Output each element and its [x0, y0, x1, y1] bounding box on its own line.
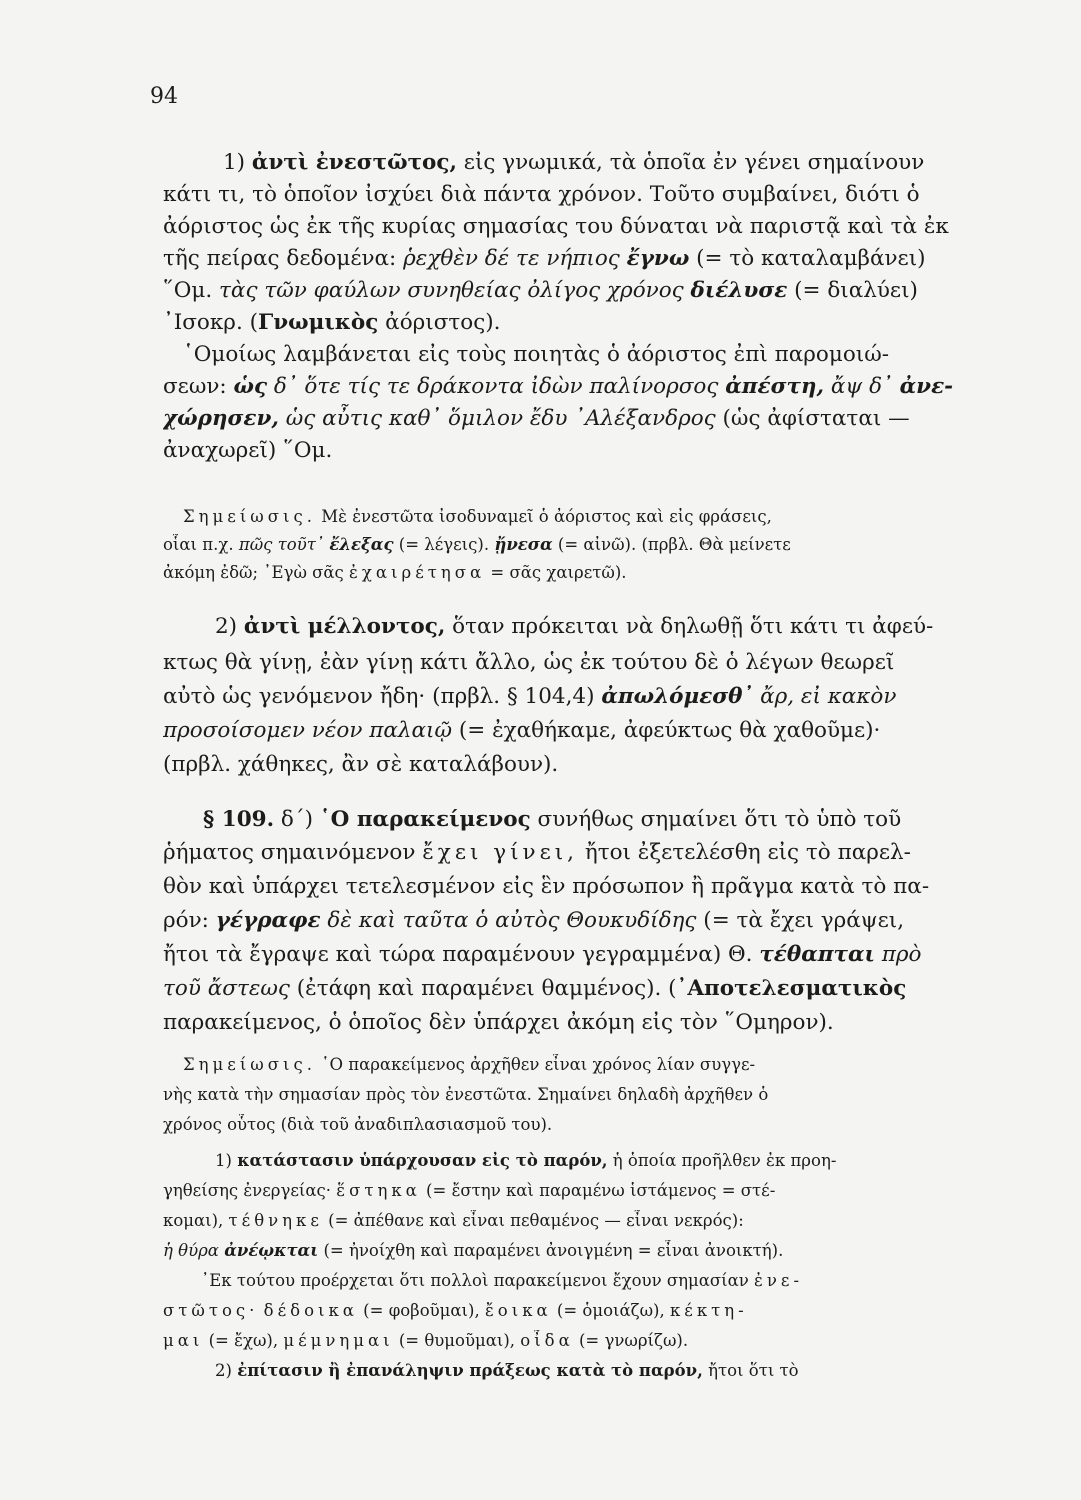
text-line — [163, 276, 989, 306]
text-segment: (= ὁμοιάζω), — [551, 1301, 670, 1320]
text-segment: 1) — [215, 1151, 238, 1170]
text-line — [163, 340, 1009, 370]
text-line — [163, 906, 989, 936]
text-segment: (= γνωρίζω). — [573, 1331, 689, 1350]
text-segment: τῆς πείρας δεδομένα: — [163, 246, 404, 271]
text-line — [163, 534, 989, 556]
text-segment: χρόνος οὗτος (διὰ τοῦ ἀναδιπλασιασμοῦ του). — [163, 1115, 553, 1134]
text-line — [163, 612, 1041, 642]
text-segment: δὲ καὶ ταῦτα ὁ αὐτὸς Θουκυδίδης — [320, 908, 697, 933]
text-segment: εἰς γνωμικά, τὰ ὁποῖα ἐν γένει σημαίνουν — [456, 150, 925, 175]
text-segment: ἔγνω — [626, 246, 690, 271]
text-line — [163, 682, 989, 712]
text-line — [163, 716, 989, 746]
text-line — [163, 1300, 989, 1322]
text-segment: Σημείωσις. — [183, 1055, 316, 1074]
text-segment: ῞Ομ. — [163, 278, 220, 303]
text-segment: τέθνηκε — [228, 1211, 323, 1230]
text-segment: ἀντὶ μέλλοντος, — [243, 614, 446, 639]
text-line — [163, 562, 989, 584]
text-segment: ὅταν πρόκειται νὰ δηλωθῇ ὅτι κάτι τι ἀφεύ- — [445, 614, 934, 639]
text-line — [163, 974, 989, 1004]
text-line — [163, 180, 989, 210]
page-number: 94 — [150, 84, 178, 109]
text-segment: πρὸ — [874, 942, 922, 967]
text-segment: ᾿Αποτελεσματικὸς — [676, 976, 907, 1001]
text-segment: κάτι τι, τὸ ὁποῖον ἰσχύει διὰ πάντα χρόνον. Τοῦτο συμβαίνει, διότι ὁ — [163, 182, 920, 207]
text-line — [163, 244, 989, 274]
text-segment: ἄρ, εἰ κακὸν — [753, 684, 897, 709]
text-segment: (= τὸ καταλαμβάνει) — [689, 246, 926, 271]
text-segment: ἔχει γίνει, — [422, 840, 578, 865]
text-segment: Σημείωσις. — [183, 507, 316, 526]
text-segment: ἀντὶ ἐνεστῶτος, — [251, 150, 457, 175]
text-segment: ᾿Εκ τούτου προέρχεται ὅτι πολλοὶ παρακείμενοι ἔχουν σημασίαν — [201, 1271, 755, 1290]
text-segment: μαι — [163, 1331, 204, 1350]
text-segment: (= φοβοῦμαι), — [357, 1301, 485, 1320]
text-segment: ἡ θύρα — [163, 1241, 225, 1260]
text-segment: ῾Ομοίως λαμβάνεται εἰς τοὺς ποιητὰς ὁ ἀόριστος ἐπὶ παρομοιώ- — [183, 342, 889, 367]
text-segment: ῾Ο παρακείμενος ἀρχῆθεν εἶναι χρόνος λίαν συγγε- — [315, 1055, 756, 1074]
text-segment: (= θυμοῦμαι), — [393, 1331, 521, 1350]
text-segment: (πρβλ. χάθηκες, ἂν σὲ καταλάβουν). — [163, 752, 559, 777]
text-segment: ἀνε- — [899, 374, 954, 399]
text-segment: (= ἔχω), — [203, 1331, 284, 1350]
text-line — [163, 940, 989, 970]
text-line — [163, 372, 989, 402]
text-segment: προσοίσομεν νέον παλαιῷ — [163, 718, 453, 743]
text-segment: συνήθως σημαίνει ὅτι τὸ ὑπὸ τοῦ — [530, 807, 902, 832]
text-segment: νὴς κατὰ τὴν σημασίαν πρὸς τὸν ἐνεστῶτα. Σημαίνει δηλαδὴ ἀρχῆθεν ὁ — [163, 1085, 769, 1104]
text-segment: αὐτὸ ὡς γενόμενον ἤδη· (πρβλ. § 104,4) — [163, 684, 602, 709]
text-line — [163, 648, 989, 678]
text-segment: 2) — [215, 1361, 238, 1380]
text-segment: ἀόριστος ὡς ἐκ τῆς κυρίας σημασίας του δύναται νὰ παριστᾷ καὶ τὰ ἐκ — [163, 214, 949, 239]
text-segment: (= ἠνοίχθη καὶ παραμένει ἀνοιγμένη = εἶναι ἀνοικτή). — [318, 1241, 784, 1260]
text-segment: διέλυσε — [690, 278, 788, 303]
text-segment: ἀόριστος). — [378, 310, 501, 335]
text-segment: ἀκόμη ἐδῶ; ᾿Εγὼ σᾶς — [163, 563, 350, 582]
text-line — [163, 436, 989, 466]
text-line — [163, 212, 989, 242]
text-segment: γηθείσης ἐνεργείας· — [163, 1181, 337, 1200]
text-line — [163, 404, 989, 434]
text-segment: ᾿Ισοκρ. ( — [163, 310, 258, 335]
text-segment: ἐνε- — [754, 1271, 804, 1290]
text-segment: παρακείμενος, ὁ ὁποῖος δὲν ὑπάρχει ἀκόμη εἰς τὸν ῞Ομηρον). — [163, 1010, 834, 1035]
text-segment: σεων: — [163, 374, 234, 399]
text-line — [163, 1180, 989, 1202]
text-segment: ἐχαιρέτησα — [349, 563, 486, 582]
text-line — [163, 838, 989, 868]
text-segment: (= ἐχαθήκαμε, ἀφεύκτως θὰ χαθοῦμε)· — [452, 718, 881, 743]
text-line — [163, 1008, 989, 1038]
text-segment: δέδοικα — [263, 1301, 358, 1320]
text-segment: 1) — [223, 150, 252, 175]
text-segment: τέθαπται — [759, 942, 875, 967]
text-segment: οἶδα — [520, 1331, 574, 1350]
text-line — [163, 1150, 1041, 1172]
text-line — [163, 308, 989, 338]
text-segment: χώρησεν, — [163, 406, 279, 431]
text-segment: πῶς τοῦτ᾿ — [238, 535, 330, 554]
text-segment: κομαι), — [163, 1211, 229, 1230]
text-segment: ἐπίτασιν ἢ ἐπανάληψιν πράξεως κατὰ τὸ παρόν, — [237, 1361, 703, 1380]
text-line — [163, 1114, 989, 1136]
text-line — [163, 506, 1009, 528]
text-segment: (= διαλύει) — [787, 278, 918, 303]
text-line — [163, 805, 1029, 835]
text-segment: (= ἀπέθανε καὶ εἶναι πεθαμένος — εἶναι νεκρός): — [322, 1211, 744, 1230]
text-segment: ἄψ δ᾿ — [824, 374, 900, 399]
text-line — [163, 1360, 1041, 1382]
text-line — [163, 148, 1049, 178]
text-line — [163, 1210, 989, 1232]
text-segment: ἀπέστη, — [725, 374, 825, 399]
text-segment: § 109. — [203, 807, 275, 832]
text-segment: κτως θὰ γίνῃ, ἐὰν γίνῃ κάτι ἄλλο, ὡς ἐκ τούτου δὲ ὁ λέγων θεωρεῖ — [163, 650, 895, 675]
text-segment: ἔοικα — [484, 1301, 552, 1320]
text-segment: (= ἔστην καὶ παραμένω ἱστάμενος = στέ- — [420, 1181, 776, 1200]
text-segment: κέκτη- — [669, 1301, 748, 1320]
text-segment: ρόν: — [163, 908, 216, 933]
text-line — [163, 1270, 1027, 1292]
text-segment: μέμνημαι — [283, 1331, 394, 1350]
text-segment: (= αἰνῶ). (πρβλ. Θὰ μείνετε — [552, 535, 791, 554]
text-segment: ἀνέῳκται — [224, 1241, 319, 1260]
text-segment: (ὡς ἀφίσταται — — [715, 406, 910, 431]
text-segment: οἷαι π.χ. — [163, 535, 239, 554]
text-segment: (= τὰ ἔχει γράψει, — [696, 908, 905, 933]
text-segment: (= λέγεις). — [393, 535, 495, 554]
text-segment: ἕστηκα — [336, 1181, 421, 1200]
text-segment: ὡς αὖτις καθ᾿ ὅμιλον ἔδυ ᾿Αλέξανδρος — [278, 406, 716, 431]
text-segment: ῥεχθὲν δέ τε νήπιος — [403, 246, 627, 271]
text-segment: ἀναχωρεῖ) ῞Ομ. — [163, 438, 333, 463]
text-segment: ἤτοι ὅτι τὸ — [702, 1361, 799, 1380]
text-segment: ἔλεξας — [329, 535, 394, 554]
text-segment: θὸν καὶ ὑπάρχει τετελεσμένον εἰς ἓν πρόσωπον ἢ πρᾶγμα κατὰ τὸ πα- — [163, 874, 930, 899]
text-segment: ἤτοι ἐξετελέσθη εἰς τὸ παρελ- — [577, 840, 911, 865]
text-line — [163, 1330, 989, 1352]
text-segment: Γνωμικὸς — [258, 310, 379, 335]
text-line — [163, 1240, 989, 1262]
text-segment: δ΄) — [274, 807, 320, 832]
text-line — [163, 872, 989, 902]
text-segment: ὡς — [233, 374, 268, 399]
text-segment: δ᾿ ὅτε τίς τε δράκοντα ἰδὼν παλίνορσος — [267, 374, 726, 399]
text-segment: ἡ ὁποία προῆλθεν ἐκ προη- — [607, 1151, 837, 1170]
text-segment: (ἐτάφη καὶ παραμένει θαμμένος). ( — [289, 976, 677, 1001]
text-segment: Μὲ ἐνεστῶτα ἰσοδυναμεῖ ὁ ἀόριστος καὶ εἰς φράσεις, — [315, 507, 772, 526]
text-segment: ῾Ο παρακείμενος — [319, 807, 531, 832]
text-line — [163, 1084, 989, 1106]
text-line — [163, 1054, 1009, 1076]
text-segment: στῶτος· — [163, 1301, 259, 1320]
text-segment: ῥήματος σημαινόμενον — [163, 840, 423, 865]
text-segment: τὰς τῶν φαύλων συνηθείας ὀλίγος χρόνος — [219, 278, 691, 303]
text-segment: τοῦ ἄστεως — [163, 976, 290, 1001]
text-segment: γέγραφε — [215, 908, 321, 933]
text-segment: = σᾶς χαιρετῶ). — [485, 563, 627, 582]
text-segment: 2) — [215, 614, 244, 639]
text-segment: ἤτοι τὰ ἔγραψε καὶ τώρα παραμένουν γεγραμμένα) Θ. — [163, 942, 760, 967]
text-segment: ᾔνεσα — [494, 535, 553, 554]
text-segment: ἀπωλόμεσθ᾿ — [601, 684, 754, 709]
text-line — [163, 750, 989, 780]
text-segment: κατάστασιν ὑπάρχουσαν εἰς τὸ παρόν, — [237, 1151, 608, 1170]
